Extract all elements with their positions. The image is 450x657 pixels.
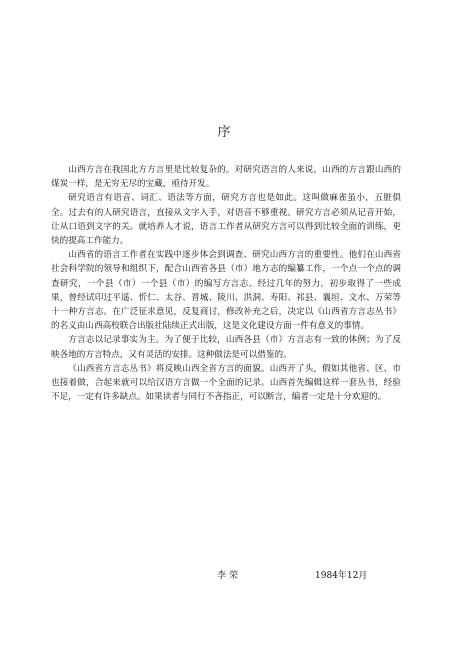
paragraph-3: 山西省的语言工作者在实践中逐步体会到调查、研究山西方言的重要性。他们在山西省社会科学院的领导和组织下，配合山西省各县（市）地方志的编纂工作，一个点一个点的调查研究，一个县（市）一个县（市）的编写方言志。经过几年的努力，初步取得了一些成果，曾经试印过平遥、忻仁、太谷、晋城、陵川、洪洞、寿阳、祁县、襄垣、文水、万荣等十一种方言志。在广泛征求意见，反复商讨，修改补充之后，决定以《山西省方言志丛书》的名义由山西高校联合出版社陆续正式出版，这是文化建设方面一件有意义的事情。 (51, 250, 401, 332)
preface-title: 序 (217, 125, 233, 140)
paragraph-2: 研究语言有语音、词汇、语法等方面，研究方言也是如此。这叫做麻雀虽小，五脏俱全。过去有的人研究语言，直接从文字入手，对语音不够重视。研究方言必须从记音开始，让从口语到文字的关。就培养人才说，语言工作者从研究方言可以得到比较全面的训练，更快的提高工作能力。 (51, 193, 401, 247)
paragraph-5: 《山西省方言志丛书》将反映山西全省方言的面貌。山西开了头，假如其他省、区、市也接着做，合起来就可以给汉语方言做一个全面的记录。山西首先编辑这样一套丛书，经验不足，一定有许多缺点。如果读者与同行不吝指正，可以断言，编者一定是十分欢迎的。 (51, 363, 401, 403)
paragraph-4: 方言志以记录事实为主。为了便于比较，山西各县（市）方言志有一致的体例；为了反映各地的方言特点，又有灵活的安排。这种做法是可以借鉴的。 (51, 335, 401, 360)
paragraph-1: 山西方言在我国北方方言里是比较复杂的。对研究语言的人来说，山西的方言跟山西的煤炭一样，是无穷无尽的宝藏，亟待开发。 (51, 165, 401, 190)
preface-body (51, 163, 401, 404)
signature-date: 1984年12月 (315, 571, 368, 581)
author-name: 李荣 (217, 571, 242, 581)
